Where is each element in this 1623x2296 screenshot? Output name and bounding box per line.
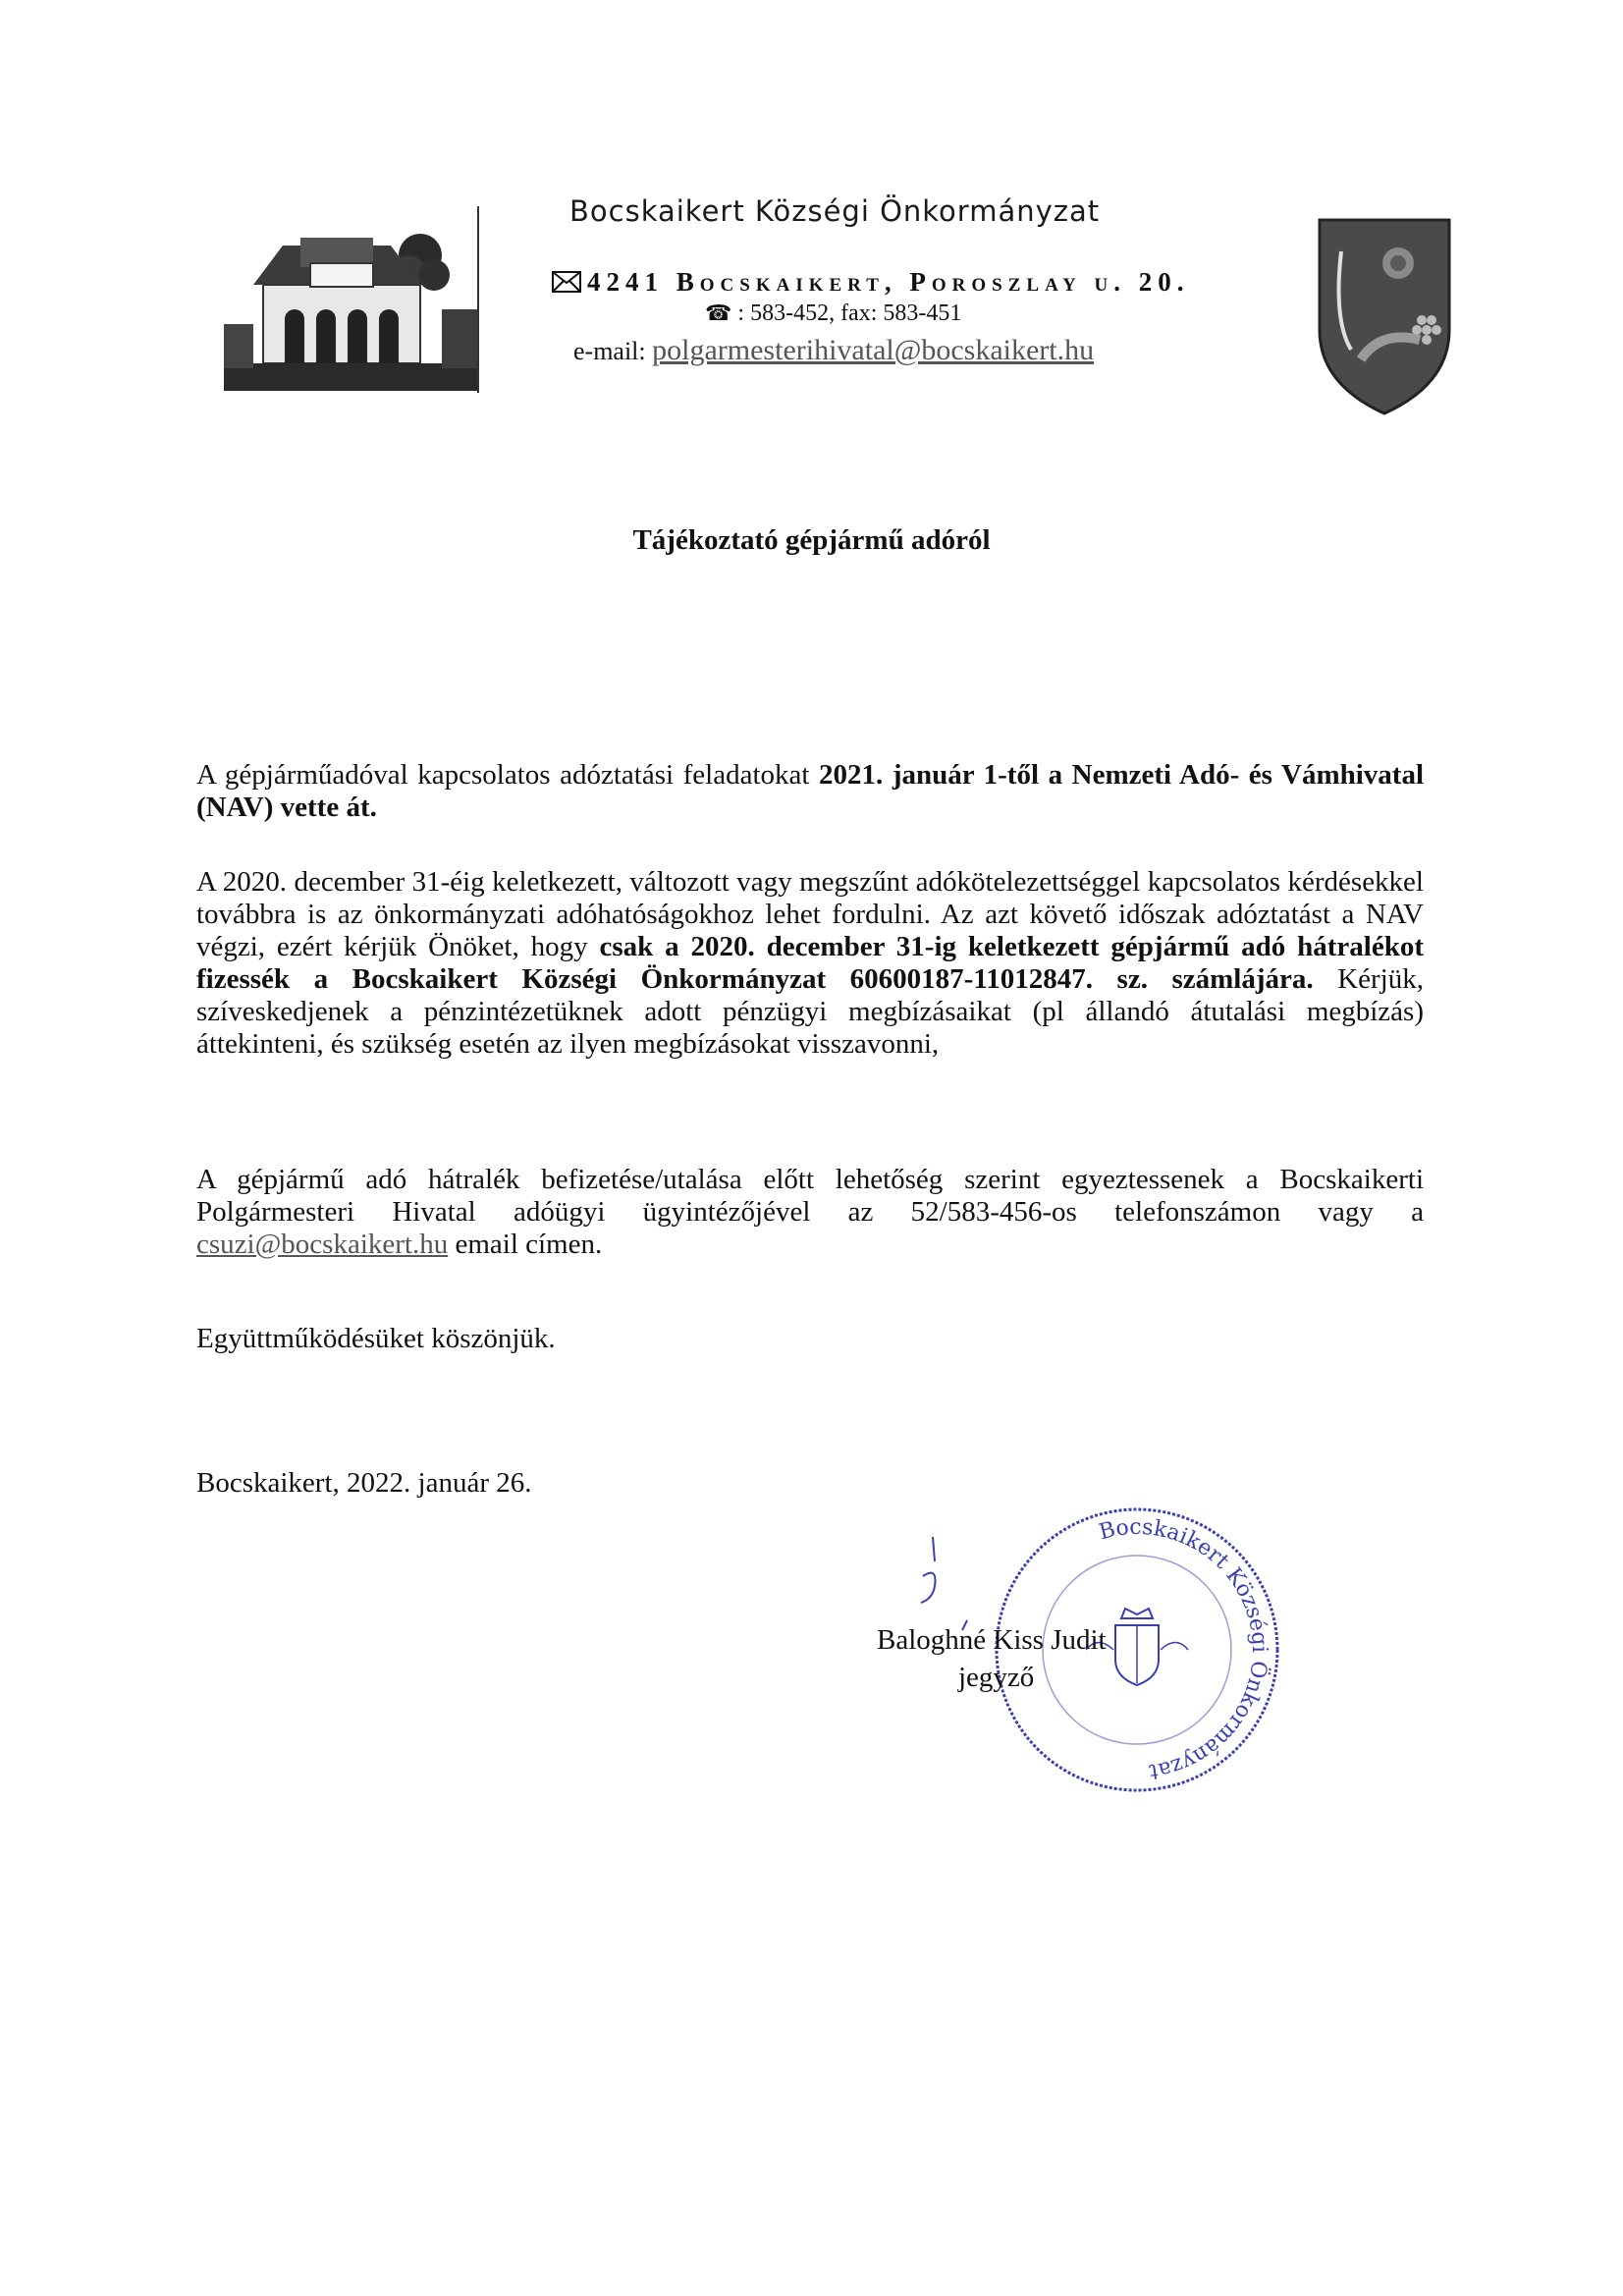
email-link[interactable]: polgarmesterihivatal@bocskaikert.hu [652, 334, 1095, 366]
paragraph-2-text-c: Kérjük, szíveskedjenek a pénzintézetüknek adott pénzügyi megbízásaikat (pl állandó átutalási megbízás) áttekinteni, és szükség esetén az ilyen megbízásokat visszavonni, [196, 963, 1424, 1060]
paragraph-2 [196, 866, 1424, 1061]
envelope-icon [552, 271, 581, 293]
date-line: Bocskaikert, 2022. január 26. [196, 1467, 532, 1499]
signer-name: Baloghné Kiss Judit [877, 1624, 1107, 1656]
address-text: 4241 Bocskaikert, Poroszlay u. 20. [587, 267, 1190, 297]
paragraph-2-bold: csak a 2020. december 31-ig keletkezett gépjármű adó hátralékot fizessék a Bocskaikert Községi Önkormányzat 60600187-11012847. sz. számlájára. [196, 931, 1424, 995]
signer-title: jegyző [958, 1662, 1035, 1693]
postal-address [552, 267, 1190, 298]
paragraph-1 [196, 759, 1424, 824]
phone-fax-line [705, 301, 961, 327]
paragraph-3 [196, 1164, 1424, 1261]
email-label: e-mail: [573, 337, 653, 365]
paragraph-3-text-a: A gépjármű adó hátralék befizetése/utalása előtt lehetőség szerint egyeztessenek a Bocskaikerti Polgármesteri Hivatal adóügyi ügyintézőjével az 52/583-456-os telefonszámon vagy a [196, 1164, 1424, 1228]
paragraph-1-text: A gépjárműadóval kapcsolatos adóztatási feladatokat [196, 759, 820, 791]
paragraph-1-bold: 2021. január 1-től a Nemzeti Adó- és Vámhivatal (NAV) vette át. [196, 759, 1424, 823]
email-line [573, 334, 1094, 367]
paragraph-3-text-b: email címen. [448, 1229, 603, 1260]
contact-email-link[interactable]: csuzi@bocskaikert.hu [196, 1229, 449, 1260]
document-title: Tájékoztató gépjármű adóról [632, 524, 991, 556]
town-hall-photo [224, 216, 477, 391]
org-name: Bocskaikert Községi Önkormányzat [569, 194, 1101, 228]
telephone-icon: ☎ [705, 301, 732, 325]
phone-fax-text: : 583-452, fax: 583-451 [737, 301, 962, 326]
paragraph-2-text-a: A 2020. december 31-éig keletkezett, változott vagy megszűnt adókötelezettséggel kapcsolatos kérdésekkel továbbra is az önkormányzati adóhatóságokhoz lehet fordulni. Az azt követő időszak adóztatást a NAV végzi, ezért kérjük Önöket, hogy [196, 866, 1424, 962]
coat-of-arms-emblem [1312, 212, 1457, 418]
header-divider [477, 206, 479, 393]
stamp-text: Bocskaikert Községi Önkormányzat [1096, 1514, 1272, 1784]
closing-thanks: Együttműködésüket köszönjük. [196, 1323, 556, 1354]
